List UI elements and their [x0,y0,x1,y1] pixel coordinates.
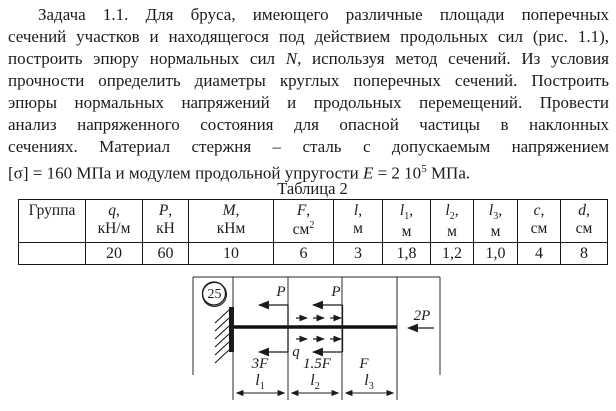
parameters-table [18,199,608,265]
problem-line: Задача 1.1. Для бруса, имеющего различные площади поперечных [38,5,609,24]
problem-line: анализ напряженного состояния для опасной частицы в наклонных [8,115,609,134]
col-header-p: P, кН [143,200,189,243]
value-cell-l3: 1,0 [474,243,518,265]
section-area-label-2: 1.5F [303,356,331,372]
value-cell-l: 3 [334,243,383,265]
value-cell-p: 60 [143,243,189,265]
value-cell-gruppa [19,243,86,265]
value-cell-l2: 1,2 [431,243,474,265]
force-p-left-label: P [276,284,286,300]
col-header-q: q, кН/м [86,200,143,243]
value-cell-m: 10 [189,243,274,265]
col-header-c: c, см [518,200,561,243]
variant-number-badge: 25 [202,282,227,307]
value-cell-f: 6 [274,243,334,265]
section-area-label-1: 3F [251,356,269,372]
table-header-row [19,200,608,243]
wall-hatching [215,310,229,363]
dim-label-l1: $l_1$ [255,372,265,393]
col-header-d: d, см [561,200,608,243]
dim-label-l2: $l_2$ [310,372,320,393]
value-cell-d: 8 [561,243,608,265]
value-cell-c: 4 [518,243,561,265]
col-header-l1: $l_1$, м [383,200,431,243]
value-cell-l1: 1,8 [383,243,431,265]
section-area-label-3: F [359,356,369,372]
problem-line: эпюры нормальных напряжений и продольных перемещений. Провести [8,93,609,112]
col-header-gruppa: Группа [19,200,86,243]
col-header-l2: $l_2$, м [431,200,474,243]
dim-label-l3: $l_3$ [364,372,374,393]
problem-line: построить эпюру нормальных сил N, используя метод сечений. Из условия [8,49,609,68]
col-header-m: M, кНм [189,200,274,243]
col-header-f: F, $см^2$ [274,200,334,243]
col-header-l3: $l_3$, м [474,200,518,243]
force-p-right-label: P [331,284,341,300]
end-force-2p-label: 2P [413,308,431,324]
table-caption: Таблица 2 [277,179,348,198]
distributed-load-label: q [292,344,300,360]
table-values-row [19,243,608,265]
problem-line: сечениях. Материал стержня – сталь с допускаемым напряжением [8,137,609,156]
problem-line: сечений участков и находящегося под действием продольных сил (рис. 1.1), [8,27,609,46]
value-cell-q: 20 [86,243,143,265]
problem-line: прочности определить диаметры круглых поперечных сечений. Построить [8,71,609,90]
col-header-l: l, м [334,200,383,243]
wall-support [215,307,234,363]
problem-paragraph [8,4,609,185]
problem-line: [σ] = 160 МПа и модулем продольной упругости E = 2 $10^5$ МПа. [8,163,471,183]
